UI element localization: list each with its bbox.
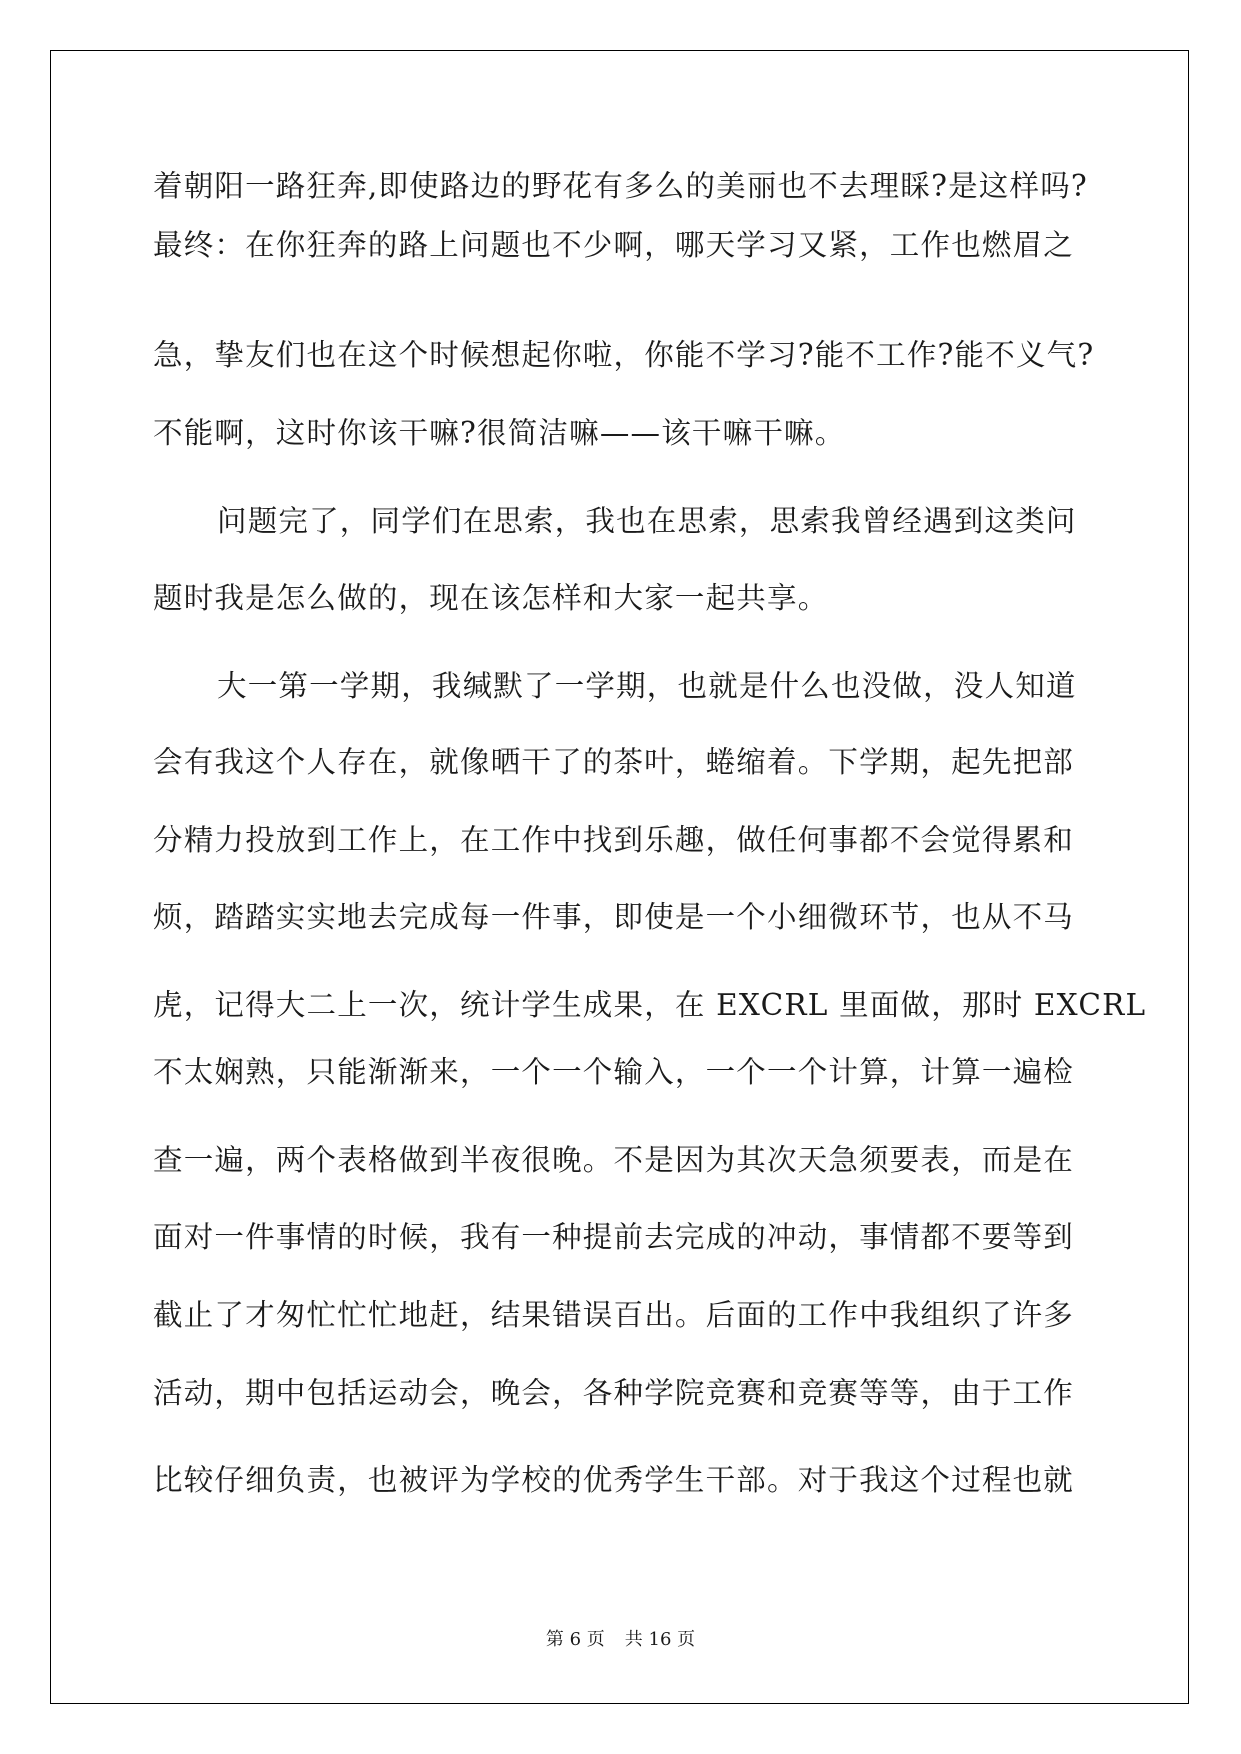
text-line: 虎，记得大二上一次，统计学生成果，在 EXCRL 里面做，那时 EXCRL bbox=[153, 988, 1147, 1022]
paragraph-first-line: 问题完了，同学们在思索，我也在思索，思索我曾经遇到这类问 bbox=[217, 504, 1077, 538]
text-line: 会有我这个人存在，就像晒干了的茶叶，蜷缩着。下学期，起先把部 bbox=[153, 745, 1075, 779]
paragraph-first-line: 大一第一学期，我缄默了一学期，也就是什么也没做，没人知道 bbox=[217, 669, 1077, 703]
text-line: 烦，踏踏实实地去完成每一件事，即使是一个小细微环节，也从不马 bbox=[153, 900, 1075, 934]
text-line: 着朝阳一路狂奔,即使路边的野花有多么的美丽也不去理睬?是这样吗? bbox=[153, 169, 1088, 203]
page-footer bbox=[0, 1628, 1241, 1652]
text-line: 题时我是怎么做的，现在该怎样和大家一起共享。 bbox=[153, 581, 829, 615]
text-line: 面对一件事情的时候，我有一种提前去完成的冲动，事情都不要等到 bbox=[153, 1220, 1075, 1254]
page-number: 第 6 页 bbox=[545, 1629, 605, 1650]
page-total: 共 16 页 bbox=[624, 1629, 696, 1650]
text-line: 不能啊，这时你该干嘛?很简洁嘛——该干嘛干嘛。 bbox=[153, 416, 846, 450]
text-line: 活动，期中包括运动会，晚会，各种学院竞赛和竞赛等等，由于工作 bbox=[153, 1376, 1075, 1410]
text-line: 最终：在你狂奔的路上问题也不少啊，哪天学习又紧，工作也燃眉之 bbox=[153, 228, 1075, 262]
text-line: 分精力投放到工作上，在工作中找到乐趣，做任何事都不会觉得累和 bbox=[153, 823, 1075, 857]
text-line: 急，挚友们也在这个时候想起你啦，你能不学习?能不工作?能不义气? bbox=[153, 338, 1095, 372]
text-line: 查一遍，两个表格做到半夜很晚。不是因为其次天急须要表，而是在 bbox=[153, 1143, 1075, 1177]
text-line: 截止了才匆忙忙忙地赶，结果错误百出。后面的工作中我组织了许多 bbox=[153, 1298, 1075, 1332]
page-border bbox=[50, 50, 1189, 1704]
text-line: 比较仔细负责，也被评为学校的优秀学生干部。对于我这个过程也就 bbox=[153, 1463, 1075, 1497]
text-line: 不太娴熟，只能渐渐来，一个一个输入，一个一个计算，计算一遍检 bbox=[153, 1055, 1075, 1089]
